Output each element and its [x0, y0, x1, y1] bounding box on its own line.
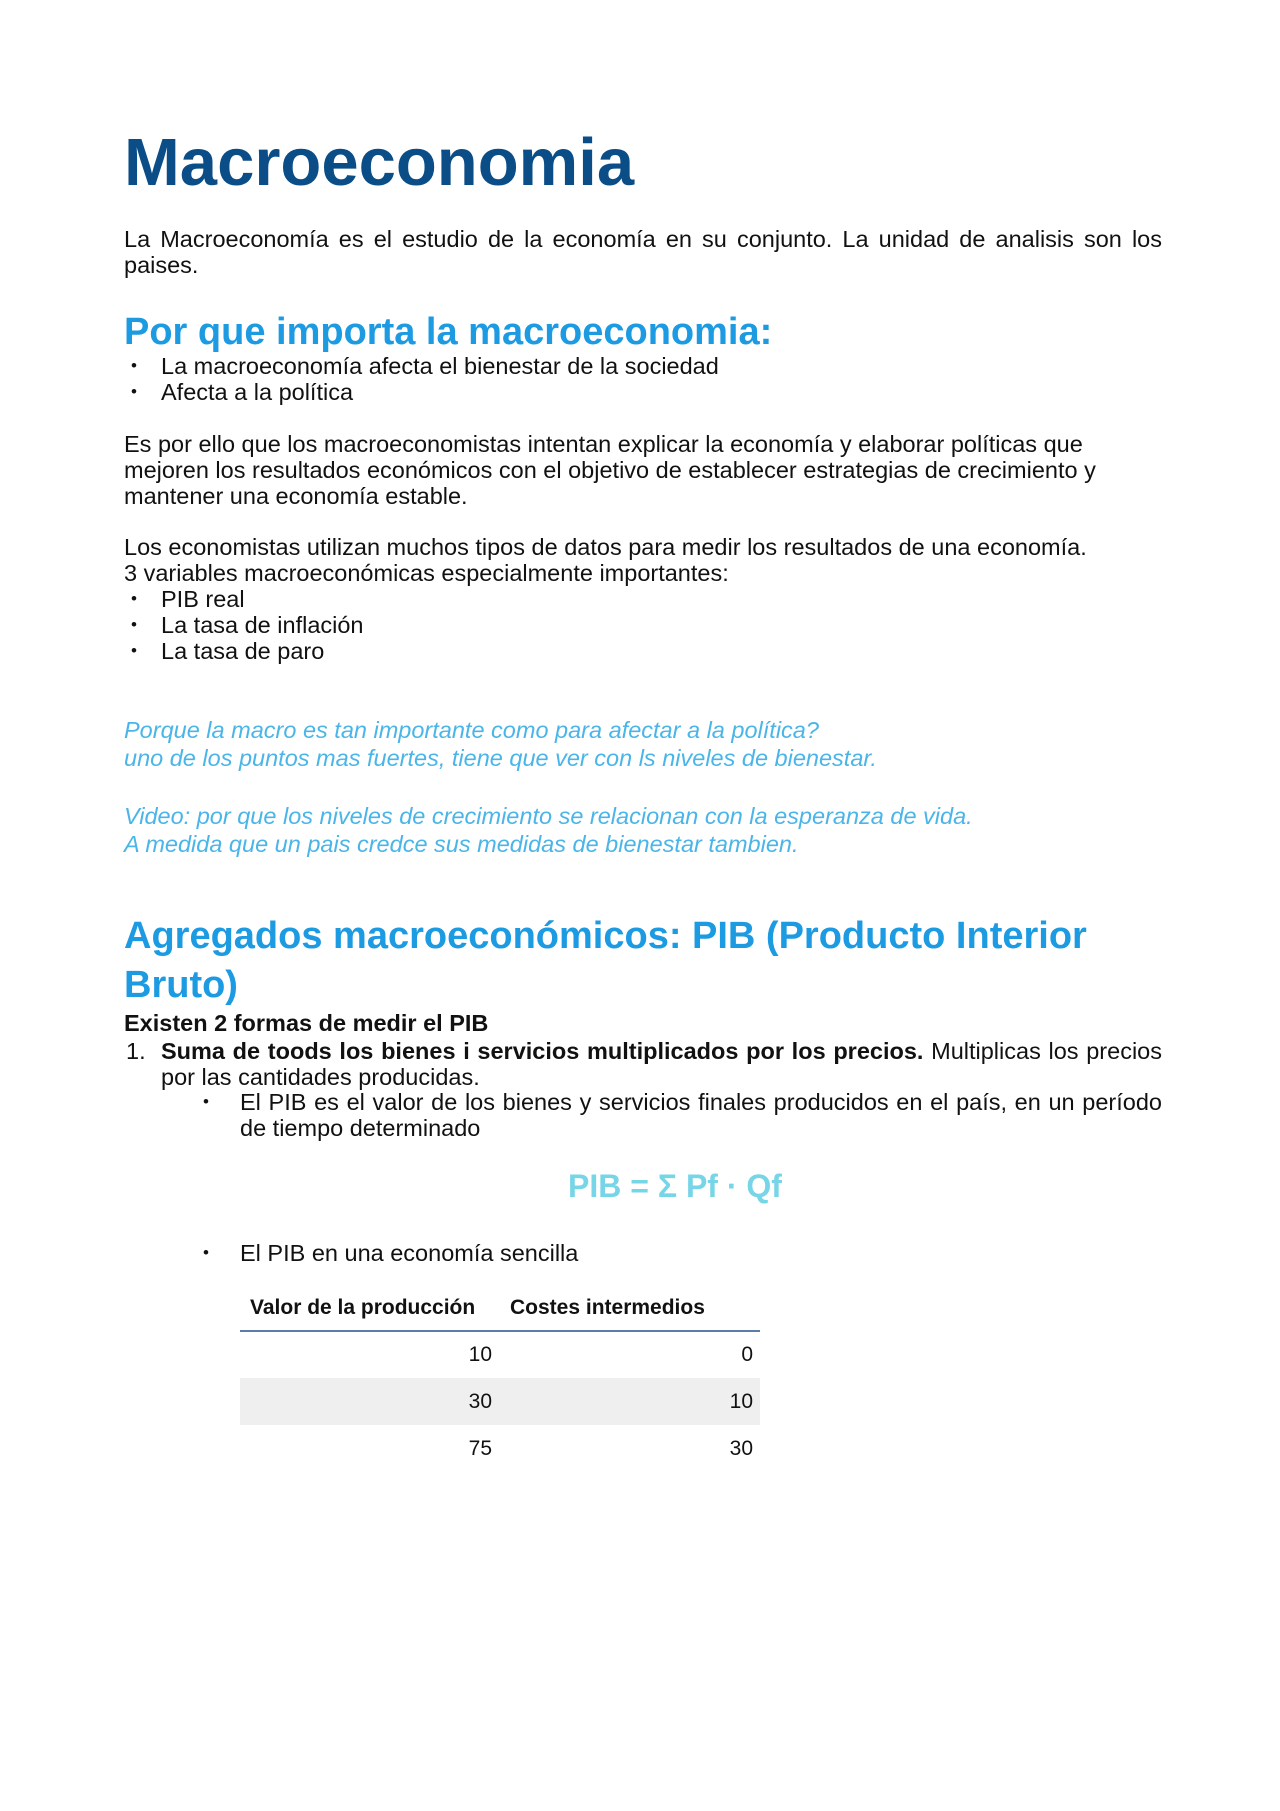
- list-item: • PIB real: [124, 586, 1162, 612]
- table-row: [240, 1425, 760, 1472]
- table-head: [240, 1285, 760, 1331]
- list-item: • La tasa de inflación: [124, 612, 1162, 638]
- pib-formula: PIB = Σ Pf · Qf: [568, 1168, 782, 1204]
- column-header-costs: Costes intermedios: [500, 1285, 760, 1331]
- list-item: • El PIB es el valor de los bienes y servicios finales producidos en el país, en un período de tiempo determinado: [124, 1089, 1162, 1141]
- list-item: • La macroeconomía afecta el bienestar de la sociedad: [124, 353, 1162, 379]
- table-body: [240, 1331, 760, 1472]
- note-line: A medida que un pais credce sus medidas de bienestar tambien.: [124, 831, 799, 857]
- method-item-1: [124, 1038, 1162, 1090]
- table-cell: 0: [741, 1343, 753, 1366]
- data-line: 3 variables macroeconómicas especialmente importantes:: [124, 560, 729, 586]
- importance-bullet-list: [124, 353, 1162, 405]
- example-list: [124, 1240, 1162, 1266]
- data-line: Los economistas utilizan muchos tipos de datos para medir los resultados de una economía.: [124, 534, 1087, 560]
- method-bold-text: Suma de toods los bienes i servicios multiplicados por los precios.: [161, 1038, 924, 1064]
- note-line: Porque la macro es tan importante como para afectar a la política?: [124, 717, 819, 743]
- table-row: [240, 1331, 760, 1378]
- section-heading-importance: Por que importa la macroeconomia:: [124, 311, 773, 353]
- page-title: Macroeconomia: [124, 125, 635, 200]
- table-cell: 10: [500, 1378, 760, 1425]
- list-item: • La tasa de paro: [124, 638, 1162, 664]
- variables-block: [124, 534, 1162, 664]
- section-heading-pib: Agregados macroeconómicos: PIB (Producto Interior Bruto): [124, 915, 1087, 1006]
- table-cell: 75: [468, 1436, 492, 1460]
- variables-bullet-list: [124, 586, 1162, 664]
- production-table: [240, 1285, 760, 1472]
- method-number: 1.: [126, 1038, 146, 1064]
- note-politics: [124, 716, 1162, 772]
- pib-subheading: Existen 2 formas de medir el PIB: [124, 1010, 489, 1036]
- definition-list: [124, 1089, 1162, 1141]
- list-item: • El PIB en una economía sencilla: [124, 1240, 1162, 1266]
- importance-paragraph: Es por ello que los macroeconomistas intentan explicar la economía y elaborar políticas que mejoren los resultados económicos con el objetivo de establecer estrategias de crecimiento y mantener una economía estable.: [124, 431, 1096, 509]
- list-item: • Afecta a la política: [124, 379, 1162, 405]
- column-header-production: Valor de la producción: [240, 1285, 500, 1331]
- note-line: uno de los puntos mas fuertes, tiene que ver con ls niveles de bienestar.: [124, 745, 877, 771]
- table-cell: 10: [468, 1343, 492, 1366]
- table-cell: 30: [240, 1378, 500, 1425]
- note-video: [124, 802, 1162, 858]
- intro-paragraph: La Macroeconomía es el estudio de la economía en su conjunto. La unidad de analisis son los paises.: [124, 226, 1162, 278]
- table-header-row: [240, 1285, 760, 1331]
- table-cell: 30: [729, 1436, 753, 1460]
- table-row: [240, 1378, 760, 1425]
- method-text: Multiplicas los precios por las cantidades producidas.: [161, 1038, 1162, 1090]
- note-line: Video: por que los niveles de crecimiento se relacionan con la esperanza de vida.: [124, 803, 973, 829]
